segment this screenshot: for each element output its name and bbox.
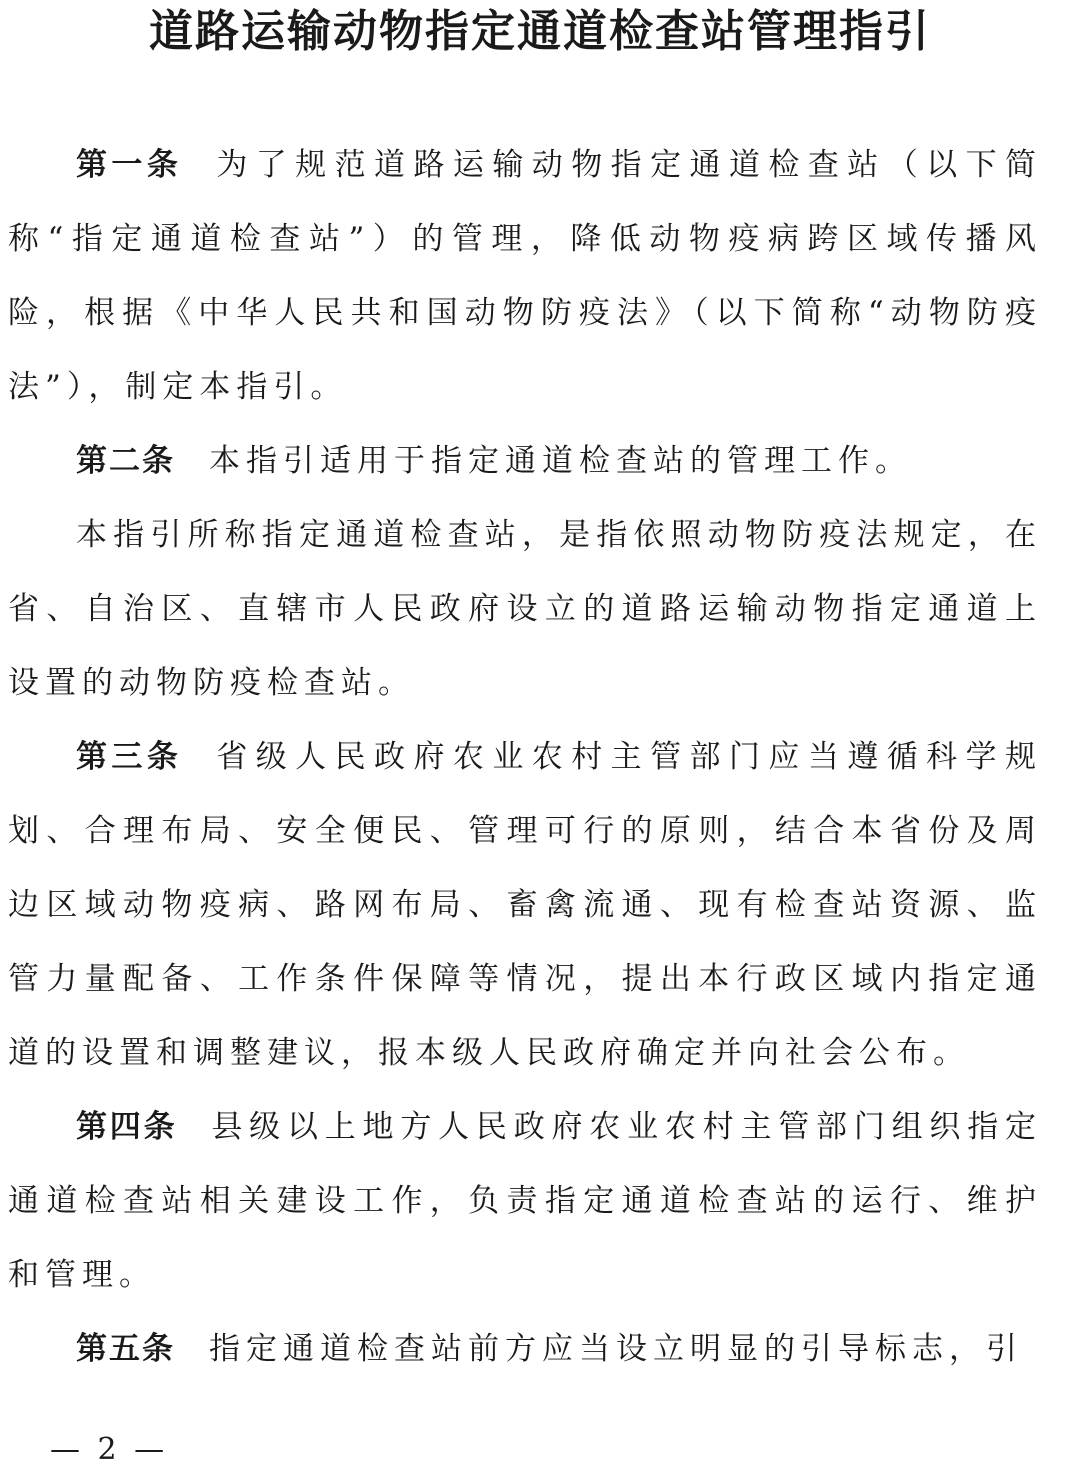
article-2-continuation-paragraph (8, 498, 1042, 720)
article-text: 为了规范道路运输动物指定通道检查站（以下简称“指定通道检查站”）的管理，降低动物疫病跨区域传播风险，根据《中华人民共和国动物防疫法》（以下简称“动物防疫法”），制定本指引。 (8, 147, 1043, 405)
article-number: 第三条 (76, 739, 183, 775)
article-text: 省级人民政府农业农村主管部门应当遵循科学规划、合理布局、安全便民、管理可行的原则，结合本省份及周边区域动物疫病、路网布局、畜禽流通、现有检查站资源、监管力量配备、工作条件保障等情况，提出本行政区域内指定通道的设置和调整建议，报本级人民政府确定并向社会公布。 (8, 739, 1043, 1071)
article-5-paragraph (8, 1312, 1042, 1386)
article-text: 县级以上地方人民政府农业农村主管部门组织指定通道检查站相关建设工作，负责指定通道检查站的运行、维护和管理。 (8, 1109, 1042, 1293)
page-number: — 2 — (50, 1432, 169, 1467)
document-body (8, 128, 1042, 1386)
article-text: 本指引所称指定通道检查站，是指依照动物防疫法规定，在省、自治区、直辖市人民政府设立的道路运输动物指定通道上设置的动物防疫检查站。 (8, 517, 1042, 701)
article-1-paragraph (8, 128, 1042, 424)
article-text: 指定通道检查站前方应当设立明显的引导标志，引 (209, 1331, 1023, 1367)
article-4-paragraph (8, 1090, 1042, 1312)
article-text: 本指引适用于指定通道检查站的管理工作。 (209, 443, 912, 479)
article-number: 第二条 (76, 443, 175, 479)
article-number: 第四条 (76, 1109, 178, 1145)
article-number: 第一条 (76, 147, 183, 183)
document-title: 道路运输动物指定通道检查站管理指引 (149, 6, 931, 57)
article-number: 第五条 (76, 1331, 175, 1367)
article-3-paragraph (8, 720, 1042, 1090)
article-2-paragraph (8, 424, 1042, 498)
